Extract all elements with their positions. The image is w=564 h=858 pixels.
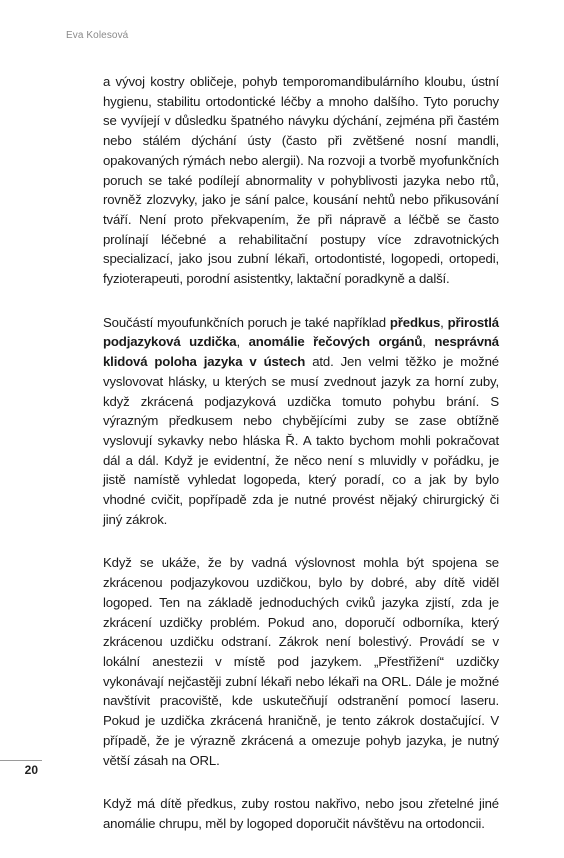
term-klidova-poloha-jazyka: nesprávná klidová poloha jazyka v ústech <box>103 334 499 370</box>
paragraph-2-text-3: , <box>236 334 249 350</box>
page-number: 20 <box>0 760 42 780</box>
paragraph-2-text-5: atd. Jen velmi těžko je možné vyslovovat hlásky, u kterých se musí zvednout jazyk za horní zuby, když zkrácená podjazyková uzdička tomuto pohybu brání. S výrazným předkusem nebo chybějícími zuby se zase obtížně vyslovují sykavky nebo hláska Ř. A takto bychom mohli pokračovat dál a dál. Když je evidentní, že něco není s mluvidly v pořádku, je jistě namístě vyhledat logopeda, který poradí, co a jak by bylo vhodné cvičit, popřípadě zda je nutné provést nějaký chirurgický či jiný zákrok. <box>103 354 499 527</box>
paragraph-1: a vývoj kostry obličeje, pohyb temporomandibulárního kloubu, ústní hygienu, stabilitu ortodontické léčby a mnoho dalšího. Tyto poruchy se vyvíjejí v důsledku špatného návyku dýchání, zejména při častém nebo stálém dýchání ústy (často při zvětšené nosní mandli, opakovaných rýmách nebo alergii). Na rozvoji a tvorbě myofunkčních poruch se také podílejí abnormality v pohyblivosti jazyka nebo rtů, rovněž zlozvyky, jako je sání palce, kousání nehtů nebo přikusování tváří. Není proto překvapením, že při nápravě a léčbě se často prolínají léčebné a rehabilitační postupy více zdravotnických specializací, jako jsou zubní lékaři, ortodontisté, logopedi, ortopedi, fyzioterapeuti, porodní asistentky, laktační poradkyně a další. <box>103 74 499 287</box>
term-anomalie-recovych-organu: anomálie řečových orgánů <box>248 334 423 350</box>
term-predkus: předkus <box>389 314 441 330</box>
paragraph-4: Když má dítě předkus, zuby rostou nakřivo, nebo jsou zřetelné jiné anomálie chrupu, měl by logoped doporučit návštěvu na ortodoncii. <box>103 796 499 831</box>
paragraph-2 <box>103 313 499 530</box>
paragraph-2-text-2: , <box>440 314 448 330</box>
term-prirostla-uzdicka: přirostlá podjazyková uzdička <box>103 314 499 350</box>
paragraph-3: Když se ukáže, že by vadná výslovnost mohla být spojena se zkrácenou podjazykovou uzdičkou, bylo by dobré, aby dítě viděl logoped. Ten na základě jednoduchých cviků jazyka zjistí, zda je zkrácení uzdičky problém. Pokud ano, doporučí odborníka, který zkrácenou uzdičku odstraní. Zákrok není bolestivý. Provádí se v lokální anestezii v místě pod jazykem. „Přestřižení“ uzdičky vykonávají nejčastěji zubní lékaři nebo lékaři na ORL. Dále je možné navštívit pracoviště, kde uskutečňují odstranění pomocí laseru. Pokud je uzdička zkrácená hraničně, je tento zákrok dostačující. V případě, že je výrazně zkrácená a omezuje pohyb jazyka, je nutný větší zásah na ORL. <box>103 555 499 768</box>
body-text <box>103 72 499 858</box>
paragraph-2-text-1: Součástí myoufunkčních poruch je také například <box>103 314 390 330</box>
running-head-author: Eva Kolesová <box>66 30 129 41</box>
paragraph-2-text-4: , <box>422 334 435 350</box>
